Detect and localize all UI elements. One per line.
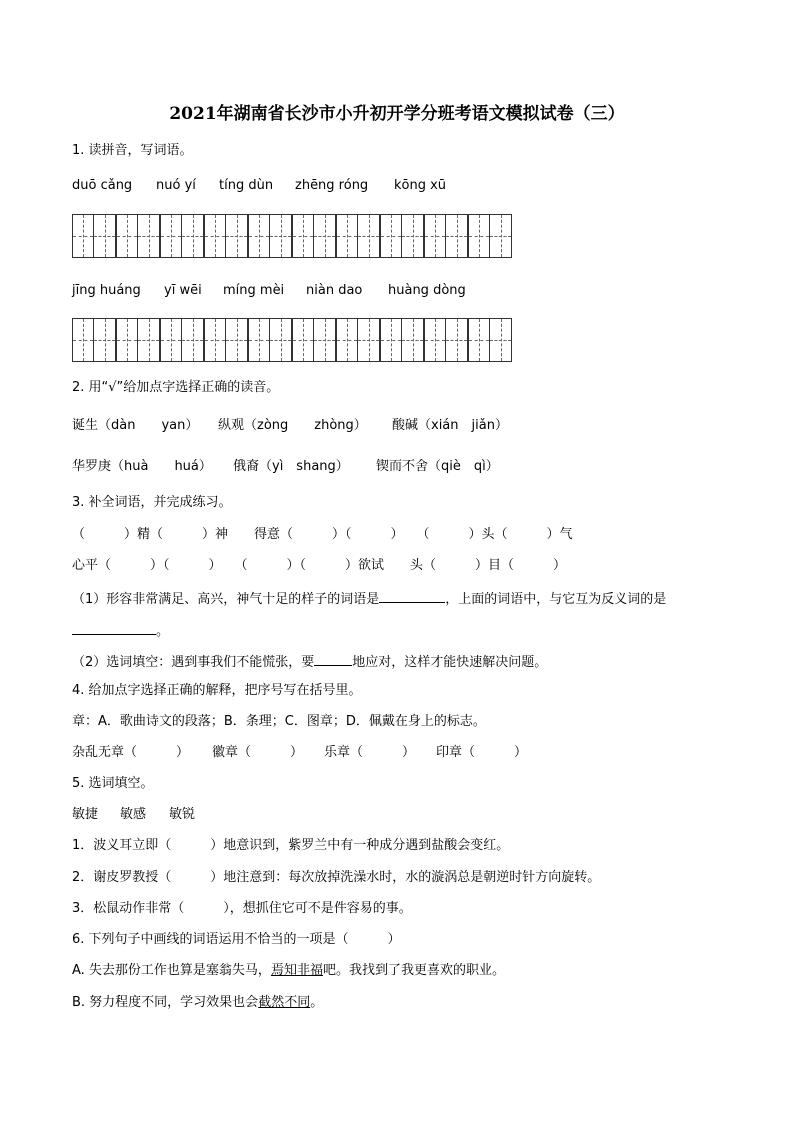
q6-b-text: B. 努力程度不同，学习效果也会 xyxy=(72,995,259,1010)
pinyin-item: huàng dòng xyxy=(388,283,466,298)
q2-item: 俄裔（yì shang） xyxy=(233,459,349,474)
pinyin-item: yī wēi xyxy=(164,283,202,298)
q1-writing-grid-1[interactable] xyxy=(72,214,512,258)
pinyin-item: kōng xū xyxy=(394,178,447,193)
page-title: 2021年湖南省长沙市小升初开学分班考语文模拟试卷（三） xyxy=(169,104,625,124)
q2-item: 纵观（zòng zhòng） xyxy=(218,418,367,433)
q3-sub1-text-a: （1）形容非常满足、高兴，神气十足的样子的词语是 xyxy=(72,592,380,607)
q5-word: 敏捷 xyxy=(72,807,99,822)
q3-sub2-text-a: （2）选词填空：遇到事我们不能慌张，要 xyxy=(72,655,315,670)
q6-a-text: A. 失去那份工作也算是塞翁失马， xyxy=(72,963,271,978)
q6-a-text-end: 吧。我找到了我更喜欢的职业。 xyxy=(322,963,505,978)
q6-option-a[interactable] xyxy=(72,962,505,980)
pinyin-item: duō cǎng xyxy=(72,178,133,193)
q3-sub2-text-b: 地应对，这样才能快速解决问题。 xyxy=(352,655,548,670)
q3-sub1-text-c: 。 xyxy=(156,624,170,639)
q3-prompt: 3. 补全词语，并完成练习。 xyxy=(72,495,232,510)
q3-sub1 xyxy=(72,588,666,609)
q6-prompt: 6. 下列句子中画线的词语运用不恰当的一项是（ ） xyxy=(72,932,401,947)
q3-sub2 xyxy=(72,651,547,672)
q3-line-2: 心平（ ）（ ） （ ）（ ）欲试 头（ ）目（ ） xyxy=(72,558,567,573)
q4-item: 乐章（ ） xyxy=(324,745,416,760)
q2-item: 诞生（dàn yan） xyxy=(72,418,199,433)
q1-prompt: 1. 读拼音，写词语。 xyxy=(72,143,193,158)
q4-item: 印章（ ） xyxy=(436,745,528,760)
pinyin-item: jīng huáng xyxy=(72,283,141,298)
q4-item: 徽章（ ） xyxy=(212,745,304,760)
pinyin-item: nuó yí xyxy=(156,178,196,193)
pinyin-item: zhēng róng xyxy=(295,178,369,193)
q4-options: 章：A．歌曲诗文的段落；B．条理；C．图章；D．佩戴在身上的标志。 xyxy=(72,714,486,729)
q5-prompt: 5. 选词填空。 xyxy=(72,776,154,791)
q2-item: 酸碱（xián jiǎn） xyxy=(392,418,508,433)
answer-blank[interactable] xyxy=(314,651,352,666)
pinyin-item: niàn dao xyxy=(306,283,363,298)
q6-b-text-end: 。 xyxy=(310,995,324,1010)
pinyin-item: míng mèi xyxy=(223,283,285,298)
q6-b-underlined: 截然不同 xyxy=(258,995,311,1010)
q5-sentence-3: 3．松鼠动作非常（ ），想抓住它可不是件容易的事。 xyxy=(72,901,412,916)
answer-blank[interactable] xyxy=(379,588,445,603)
q4-item: 杂乱无章（ ） xyxy=(72,745,190,760)
pinyin-item: tíng dùn xyxy=(219,178,274,193)
q1-writing-grid-2[interactable] xyxy=(72,318,512,362)
q4-prompt: 4. 给加点字选择正确的解释，把序号写在括号里。 xyxy=(72,683,362,698)
q2-prompt: 2. 用“√”给加点字选择正确的读音。 xyxy=(72,380,280,395)
q6-option-b[interactable] xyxy=(72,994,323,1012)
q5-word: 敏锐 xyxy=(169,807,196,822)
q5-word: 敏感 xyxy=(120,807,147,822)
q3-sub1-cont xyxy=(72,620,169,641)
q5-sentence-2: 2．谢皮罗教授（ ）地注意到：每次放掉洗澡水时，水的漩涡总是朝逆时针方向旋转。 xyxy=(72,870,601,885)
q2-item: 华罗庚（huà huá） xyxy=(72,459,212,474)
answer-blank[interactable] xyxy=(72,620,156,635)
q5-sentence-1: 1．波义耳立即（ ）地意识到，紫罗兰中有一种成分遇到盐酸会变红。 xyxy=(72,838,510,853)
q3-sub1-text-b: ，上面的词语中，与它互为反义词的是 xyxy=(445,592,667,607)
q3-line-1: （ ）精（ ）神 得意（ ）（ ） （ ）头（ ）气 xyxy=(72,527,573,542)
q6-a-underlined: 焉知非福 xyxy=(270,963,323,978)
q2-item: 锲而不舍（qiè qì） xyxy=(376,459,499,474)
